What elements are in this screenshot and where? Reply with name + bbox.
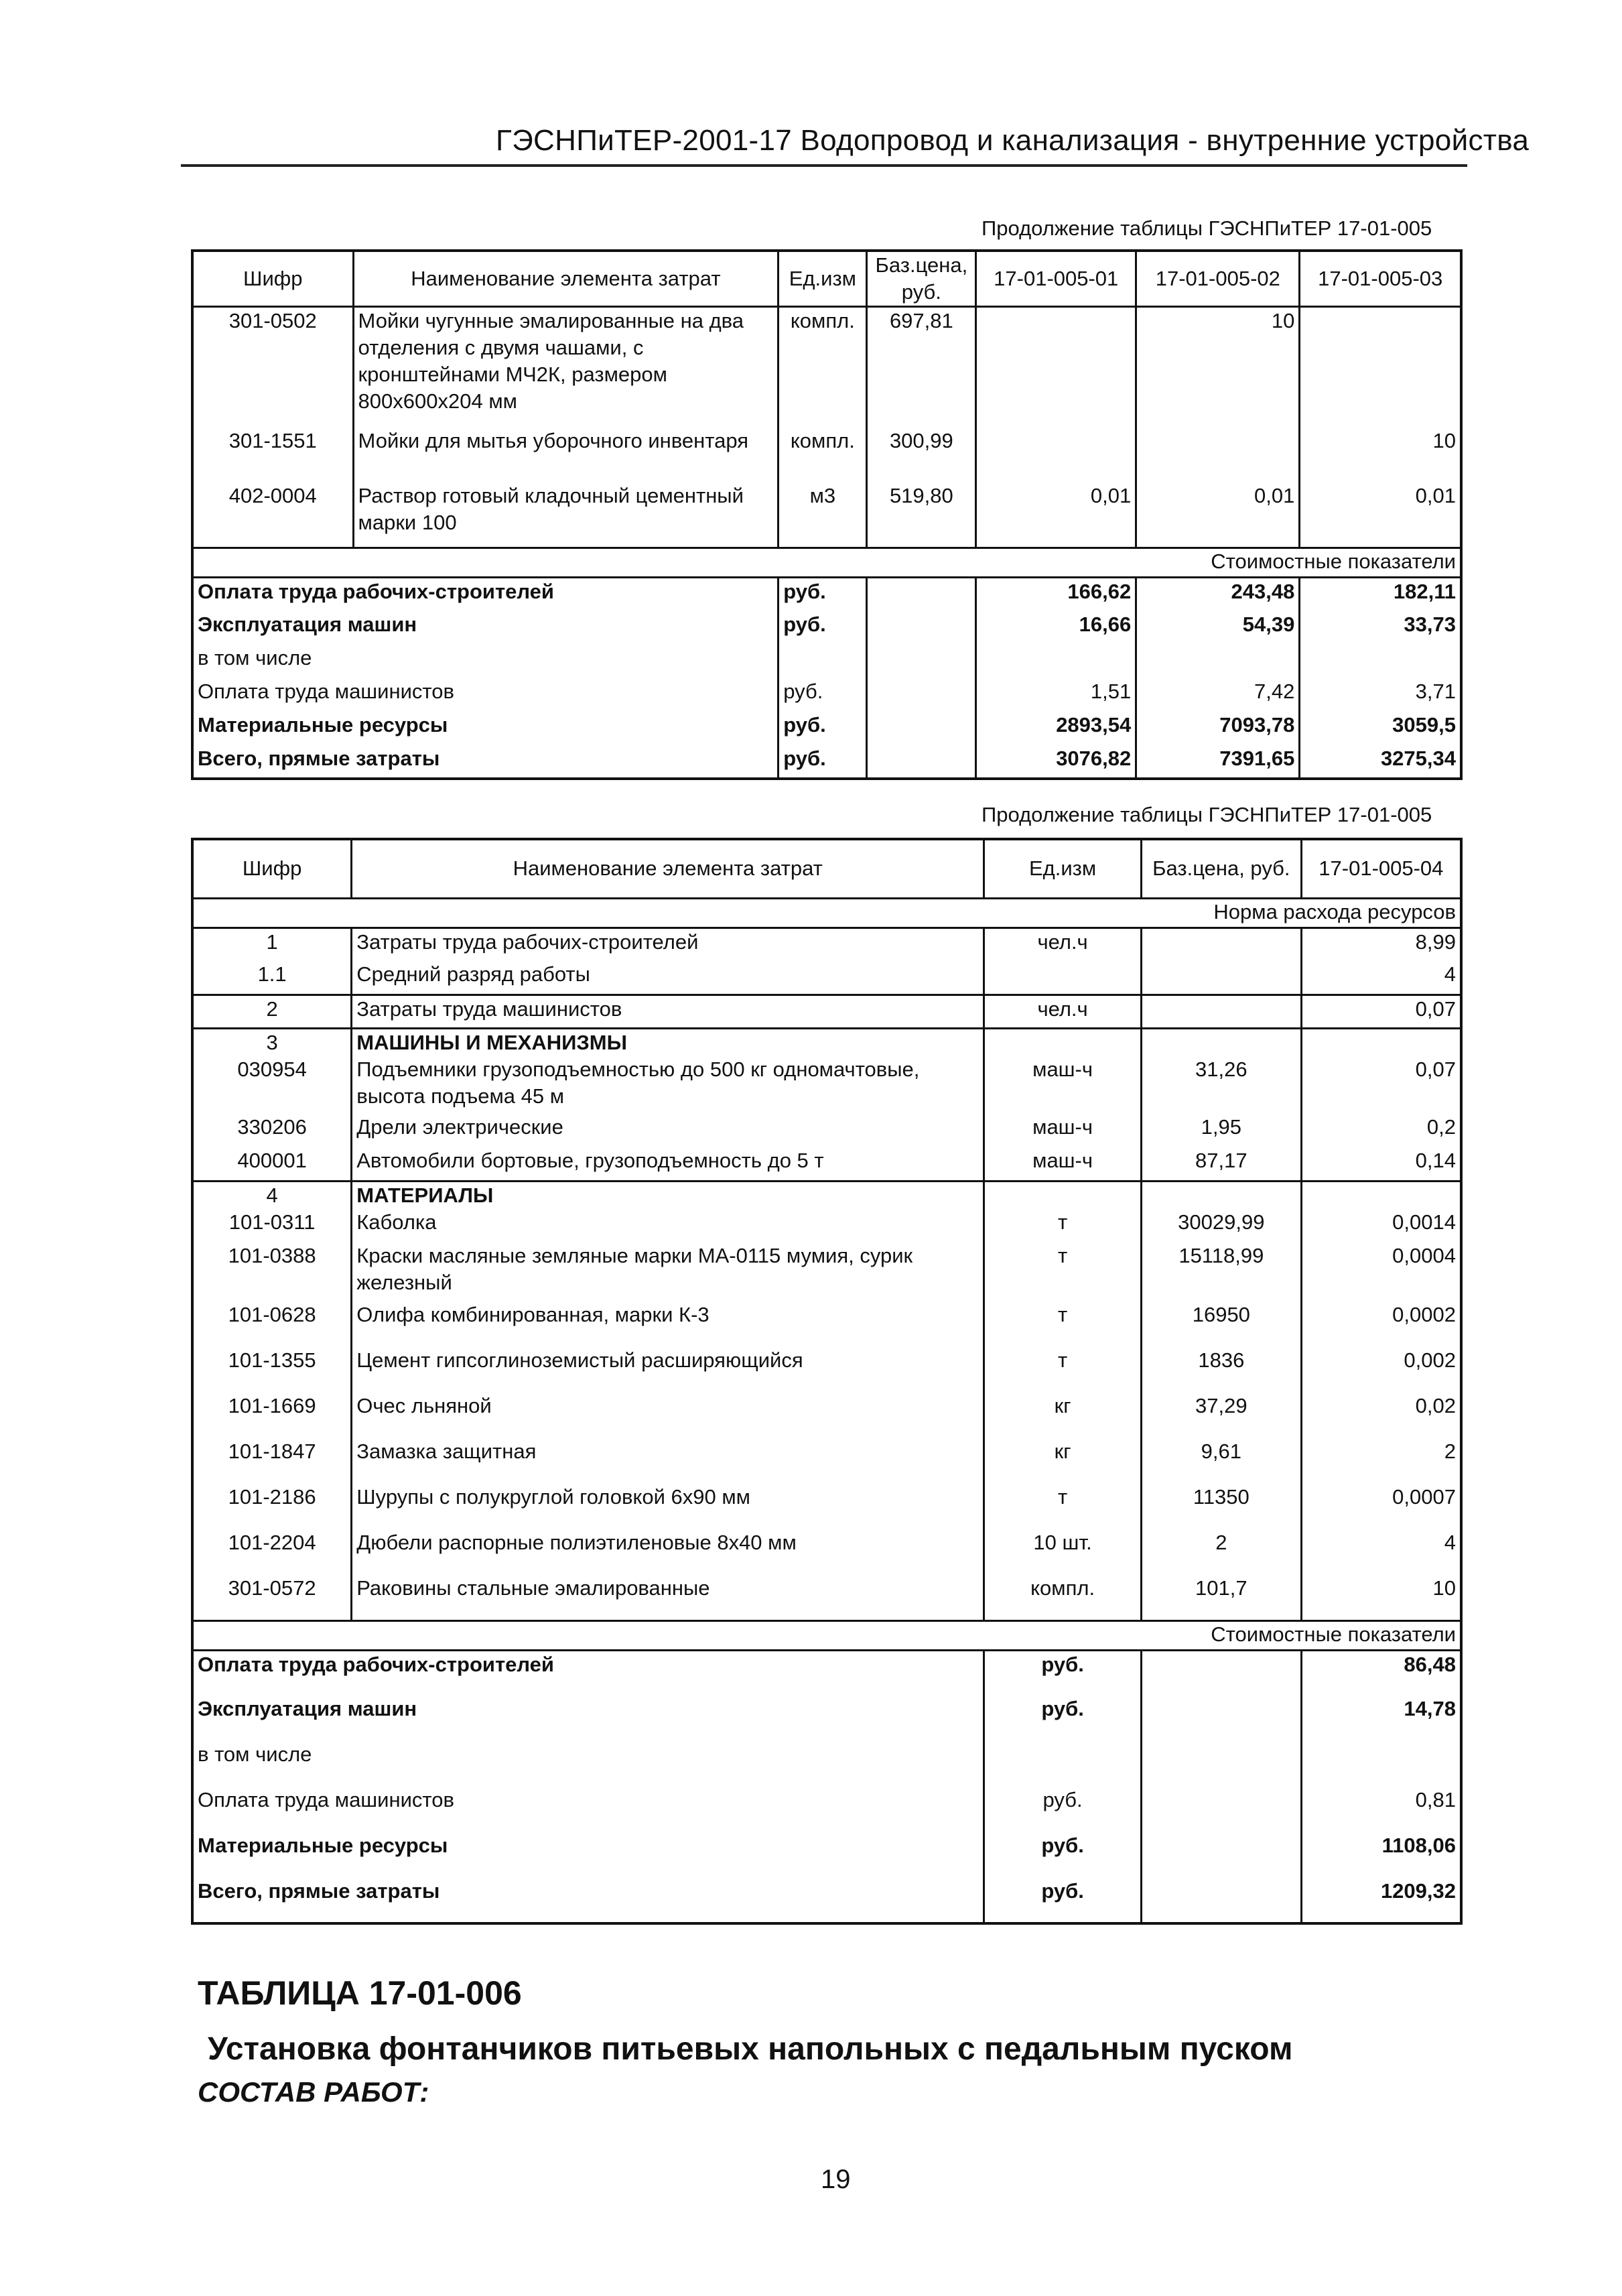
code-cell: 1 [192,928,352,961]
name-cell: Шурупы с полукруглой головкой 6х90 мм [352,1484,984,1529]
name-cell: МАШИНЫ И МЕХАНИЗМЫ [352,1028,984,1056]
name-cell: Затраты труда рабочих-строителей [352,928,984,961]
value-cell: 10 [1136,307,1300,428]
price-cell: 31,26 [1141,1056,1301,1114]
table-row [192,1242,1461,1301]
unit-cell: м3 [779,483,867,548]
value-cell [1300,307,1461,428]
name-cell: Автомобили бортовые, грузоподъемность до 5 т [352,1147,984,1181]
unit-cell: маш-ч [984,1147,1142,1181]
empty-cell [1141,1878,1301,1923]
cost-unit-cell: руб. [779,578,867,611]
name-cell: Затраты труда машинистов [352,995,984,1028]
price-cell: 697,81 [867,307,976,428]
price-cell: 2 [1141,1529,1301,1575]
table-row [192,428,1461,483]
column-header: Наименование элемента затрат [353,251,779,307]
cost-row [192,1832,1461,1878]
price-cell: 11350 [1141,1484,1301,1529]
unit-cell: чел.ч [984,995,1142,1028]
price-cell: 300,99 [867,428,976,483]
table-row [192,1347,1461,1393]
code-cell: 101-1669 [192,1393,352,1438]
table-row [192,1575,1461,1620]
value-cell: 0,01 [1136,483,1300,548]
unit-cell: т [984,1301,1142,1347]
section-label-row [192,548,1461,578]
table-header-row [192,251,1461,307]
section-composition: СОСТАВ РАБОТ: [198,2076,429,2108]
cost-row [192,578,1461,611]
value-cell: 10 [1301,1575,1461,1620]
unit-cell: компл. [779,307,867,428]
page-header-title: ГЭСНПиТЕР-2001-17 Водопровод и канализация - внутренние устройства [496,124,1530,157]
value-cell: 54,39 [1136,611,1300,645]
column-header: 17-01-005-04 [1301,839,1461,898]
unit-cell: т [984,1484,1142,1529]
value-cell: 0,07 [1301,1056,1461,1114]
table-header-row [192,839,1461,898]
price-cell [1141,1028,1301,1056]
cost-name-cell: в том числе [192,1741,984,1787]
unit-cell: маш-ч [984,1056,1142,1114]
price-cell: 87,17 [1141,1147,1301,1181]
value-cell: 0,0007 [1301,1484,1461,1529]
value-cell: 16,66 [976,611,1136,645]
cost-name-cell: Оплата труда машинистов [192,1787,984,1832]
value-cell: 4 [1301,1529,1461,1575]
price-cell [1141,961,1301,995]
value-cell: 3059,5 [1300,712,1461,745]
code-cell: 101-0311 [192,1209,352,1242]
cost-unit-cell: руб. [984,1878,1142,1923]
value-cell: 2893,54 [976,712,1136,745]
value-cell: 243,48 [1136,578,1300,611]
cost-unit-cell: руб. [984,1650,1142,1696]
cost-name-cell: в том числе [192,645,779,678]
table-row [192,1301,1461,1347]
value-cell [1301,1741,1461,1787]
empty-cell [867,712,976,745]
value-cell [1300,645,1461,678]
code-cell: 2 [192,995,352,1028]
column-header: 17-01-005-02 [1136,251,1300,307]
column-header: 17-01-005-03 [1300,251,1461,307]
name-cell: Подъемники грузоподъемностью до 500 кг одномачтовые, высота подъема 45 м [352,1056,984,1114]
unit-cell: кг [984,1393,1142,1438]
value-cell: 3275,34 [1300,745,1461,779]
value-cell: 14,78 [1301,1696,1461,1741]
name-cell: Дюбели распорные полиэтиленовые 8х40 мм [352,1529,984,1575]
table-row [192,995,1461,1028]
value-cell: 3,71 [1300,678,1461,712]
value-cell [1136,428,1300,483]
empty-cell [867,678,976,712]
value-cell: 0,07 [1301,995,1461,1028]
code-cell: 330206 [192,1114,352,1147]
table-row [192,1114,1461,1147]
value-cell: 7,42 [1136,678,1300,712]
empty-cell [1141,1832,1301,1878]
code-cell: 101-1847 [192,1438,352,1484]
column-header: Шифр [192,251,353,307]
table-row [192,961,1461,995]
norm-label: Норма расхода ресурсов [192,898,1461,928]
value-cell: 0,02 [1301,1393,1461,1438]
price-cell [1141,1181,1301,1209]
code-cell: 3 [192,1028,352,1056]
price-cell: 519,80 [867,483,976,548]
price-cell: 9,61 [1141,1438,1301,1484]
section-label: Стоимостные показатели [192,1620,1461,1650]
table2-continuation: Продолжение таблицы ГЭСНПиТЕР 17-01-005 [982,803,1432,826]
value-cell: 1209,32 [1301,1878,1461,1923]
cost-unit-cell [779,645,867,678]
cost-row [192,1787,1461,1832]
cost-unit-cell [984,1741,1142,1787]
code-cell: 101-2204 [192,1529,352,1575]
value-cell: 0,0014 [1301,1209,1461,1242]
cost-unit-cell: руб. [984,1787,1142,1832]
norm-label-row [192,898,1461,928]
column-header: Баз.цена, руб. [867,251,976,307]
name-cell: Олифа комбинированная, марки К-3 [352,1301,984,1347]
value-cell: 7391,65 [1136,745,1300,779]
code-cell: 030954 [192,1056,352,1114]
value-cell: 166,62 [976,578,1136,611]
table1-continuation: Продолжение таблицы ГЭСНПиТЕР 17-01-005 [982,216,1432,240]
empty-cell [867,745,976,779]
cost-name-cell: Материальные ресурсы [192,1832,984,1878]
value-cell: 0,002 [1301,1347,1461,1393]
price-cell: 15118,99 [1141,1242,1301,1301]
table-row [192,1438,1461,1484]
name-cell: Краски масляные земляные марки МА-0115 мумия, сурик железный [352,1242,984,1301]
cost-name-cell: Всего, прямые затраты [192,1878,984,1923]
cost-row [192,645,1461,678]
unit-cell: чел.ч [984,928,1142,961]
name-cell: Цемент гипсоглиноземистый расширяющийся [352,1347,984,1393]
cost-name-cell: Материальные ресурсы [192,712,779,745]
column-header: 17-01-005-01 [976,251,1136,307]
table-row [192,1484,1461,1529]
cost-unit-cell: руб. [779,611,867,645]
code-cell: 101-0628 [192,1301,352,1347]
unit-cell [984,961,1142,995]
cost-unit-cell: руб. [779,678,867,712]
cost-name-cell: Оплата труда рабочих-строителей [192,578,779,611]
code-cell: 101-0388 [192,1242,352,1301]
unit-cell: 10 шт. [984,1529,1142,1575]
cost-row [192,1650,1461,1696]
price-cell: 101,7 [1141,1575,1301,1620]
cost-unit-cell: руб. [984,1696,1142,1741]
cost-row [192,1696,1461,1741]
unit-cell: кг [984,1438,1142,1484]
empty-cell [867,645,976,678]
table-row [192,1056,1461,1114]
code-cell: 1.1 [192,961,352,995]
header-rule [181,164,1467,167]
table-row [192,1393,1461,1438]
section-subtitle: Установка фонтанчиков питьевых напольных с педальным пуском [208,2031,1293,2067]
name-cell: Раковины стальные эмалированные [352,1575,984,1620]
table-row [192,307,1461,428]
name-cell: Мойки чугунные эмалированные на два отделения с двумя чашами, с кронштейнами МЧ2К, размером 800х600х204 мм [353,307,779,428]
cost-row [192,712,1461,745]
section-label-row [192,1620,1461,1650]
value-cell: 0,0002 [1301,1301,1461,1347]
value-cell: 1,51 [976,678,1136,712]
unit-cell: компл. [779,428,867,483]
value-cell [1301,1028,1461,1056]
code-cell: 101-1355 [192,1347,352,1393]
value-cell: 10 [1300,428,1461,483]
column-header: Наименование элемента затрат [352,839,984,898]
price-cell: 1,95 [1141,1114,1301,1147]
price-cell [1141,995,1301,1028]
table-row [192,483,1461,548]
unit-cell [984,1181,1142,1209]
empty-cell [1141,1650,1301,1696]
cost-unit-cell: руб. [779,712,867,745]
value-cell [1136,645,1300,678]
cost-row [192,1878,1461,1923]
empty-cell [867,578,976,611]
value-cell: 0,81 [1301,1787,1461,1832]
value-cell [976,645,1136,678]
price-cell: 1836 [1141,1347,1301,1393]
resource-table-2 [191,838,1463,1925]
cost-name-cell: Эксплуатация машин [192,611,779,645]
empty-cell [1141,1741,1301,1787]
section-label: Стоимостные показатели [192,548,1461,578]
cost-name-cell: Оплата труда рабочих-строителей [192,1650,984,1696]
value-cell: 86,48 [1301,1650,1461,1696]
unit-cell: т [984,1242,1142,1301]
code-cell: 301-0572 [192,1575,352,1620]
name-cell: Каболка [352,1209,984,1242]
cost-row [192,745,1461,779]
name-cell: МАТЕРИАЛЫ [352,1181,984,1209]
cost-unit-cell: руб. [984,1832,1142,1878]
code-cell: 301-0502 [192,307,353,428]
empty-cell [1141,1787,1301,1832]
page-number: 19 [821,2165,851,2194]
empty-cell [867,611,976,645]
cost-name-cell: Эксплуатация машин [192,1696,984,1741]
name-cell: Дрели электрические [352,1114,984,1147]
value-cell: 1108,06 [1301,1832,1461,1878]
table-row [192,928,1461,961]
value-cell [976,428,1136,483]
value-cell: 4 [1301,961,1461,995]
empty-cell [1141,1696,1301,1741]
table-row [192,1147,1461,1181]
value-cell: 33,73 [1300,611,1461,645]
name-cell: Замазка защитная [352,1438,984,1484]
value-cell: 182,11 [1300,578,1461,611]
cost-name-cell: Всего, прямые затраты [192,745,779,779]
column-header: Шифр [192,839,352,898]
unit-cell [984,1028,1142,1056]
unit-cell: т [984,1209,1142,1242]
table-row [192,1209,1461,1242]
column-header: Баз.цена, руб. [1141,839,1301,898]
unit-cell: т [984,1347,1142,1393]
table-row [192,1529,1461,1575]
price-cell: 16950 [1141,1301,1301,1347]
value-cell: 0,14 [1301,1147,1461,1181]
value-cell: 2 [1301,1438,1461,1484]
value-cell: 3076,82 [976,745,1136,779]
cost-row [192,611,1461,645]
code-cell: 402-0004 [192,483,353,548]
section-title: ТАБЛИЦА 17-01-006 [198,1974,522,2012]
cost-row [192,678,1461,712]
value-cell: 0,01 [1300,483,1461,548]
value-cell: 7093,78 [1136,712,1300,745]
cost-unit-cell: руб. [779,745,867,779]
unit-cell: компл. [984,1575,1142,1620]
code-cell: 400001 [192,1147,352,1181]
code-cell: 101-2186 [192,1484,352,1529]
name-cell: Мойки для мытья уборочного инвентаря [353,428,779,483]
cost-row [192,1741,1461,1787]
value-cell: 8,99 [1301,928,1461,961]
resource-table-1 [191,249,1463,780]
table-row [192,1028,1461,1056]
cost-name-cell: Оплата труда машинистов [192,678,779,712]
table-row [192,1181,1461,1209]
value-cell: 0,2 [1301,1114,1461,1147]
name-cell: Раствор готовый кладочный цементный марки 100 [353,483,779,548]
unit-cell: маш-ч [984,1114,1142,1147]
value-cell [976,307,1136,428]
price-cell: 37,29 [1141,1393,1301,1438]
column-header: Ед.изм [984,839,1142,898]
name-cell: Средний разряд работы [352,961,984,995]
code-cell: 4 [192,1181,352,1209]
price-cell [1141,928,1301,961]
column-header: Ед.изм [779,251,867,307]
value-cell: 0,01 [976,483,1136,548]
price-cell: 30029,99 [1141,1209,1301,1242]
name-cell: Очес льняной [352,1393,984,1438]
code-cell: 301-1551 [192,428,353,483]
value-cell: 0,0004 [1301,1242,1461,1301]
value-cell [1301,1181,1461,1209]
